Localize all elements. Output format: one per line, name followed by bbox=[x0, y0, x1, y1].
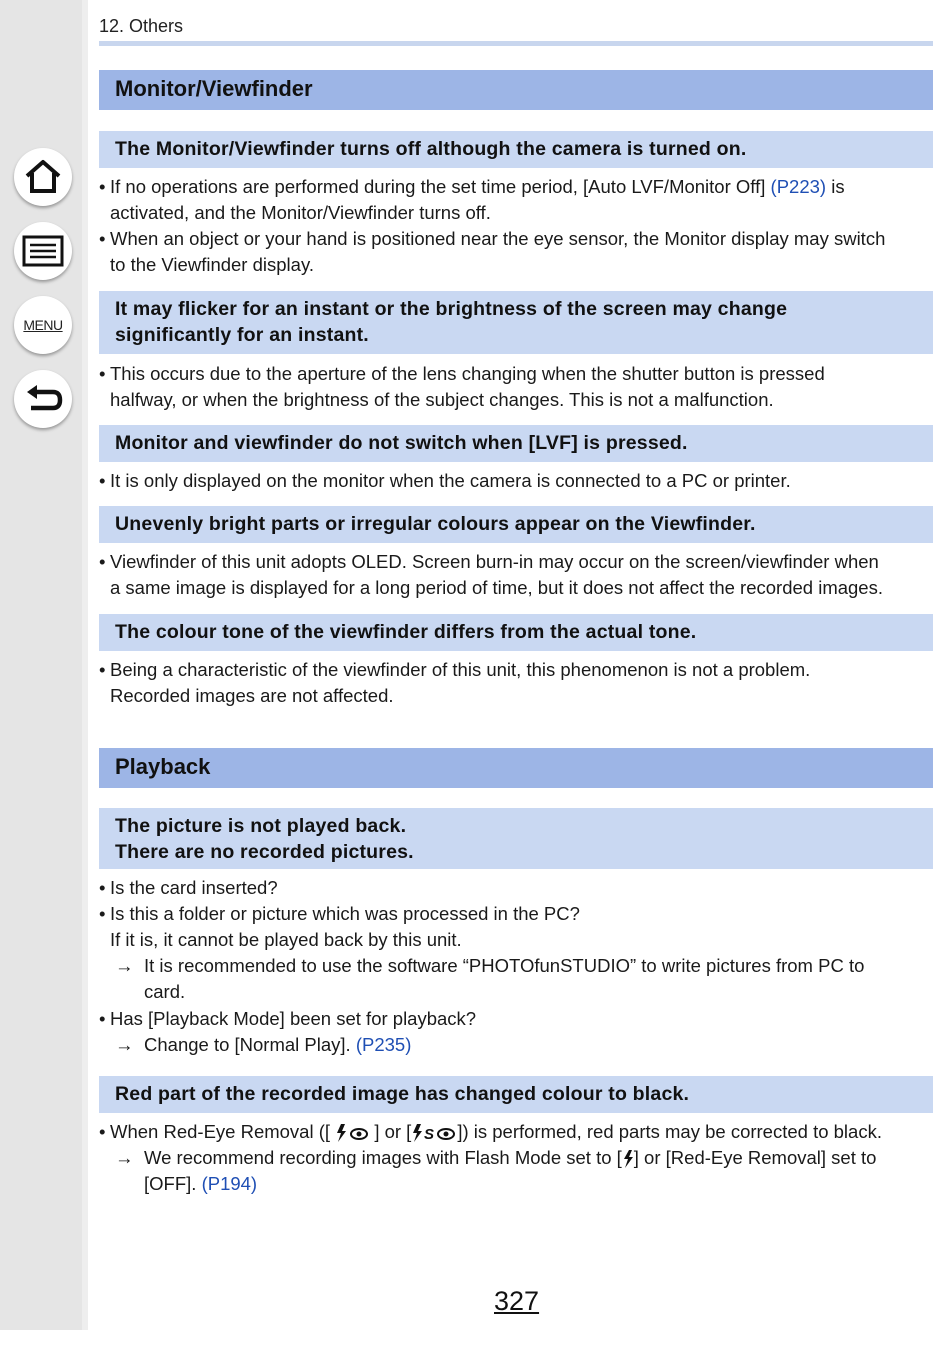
question-not-played-back: The picture is not played back. There are no recorded pictures. bbox=[99, 808, 933, 869]
home-button[interactable] bbox=[14, 148, 72, 206]
chapter-title: 12. Others bbox=[99, 16, 184, 36]
list-item: • It is only displayed on the monitor when the camera is connected to a PC or printer. bbox=[99, 470, 791, 491]
back-button[interactable] bbox=[14, 370, 72, 428]
svg-text:S: S bbox=[424, 1126, 435, 1144]
arrow-item: → It is recommended to use the software “PHOTOfunSTUDIO” to write pictures from PC to bbox=[115, 955, 865, 976]
list-item: • Is this a folder or picture which was processed in the PC? bbox=[99, 903, 580, 924]
list-item-continuation: a same image is displayed for a long period of time, but it does not affect the recorded images. bbox=[110, 577, 883, 598]
chapter-divider bbox=[99, 41, 933, 46]
list-item: • Viewfinder of this unit adopts OLED. Screen burn-in may occur on the screen/viewfinder when bbox=[99, 551, 879, 572]
question-uneven-brightness: Unevenly bright parts or irregular colours appear on the Viewfinder. bbox=[99, 506, 933, 543]
question-monitor-turns-off: The Monitor/Viewfinder turns off although the camera is turned on. bbox=[99, 131, 933, 168]
question-flicker: It may flicker for an instant or the brightness of the screen may change significantly for an instant. bbox=[99, 291, 933, 354]
arrow-item: → We recommend recording images with Flash Mode set to [ ] or [Red-Eye Removal] set to bbox=[115, 1147, 877, 1168]
section-title-monitor: Monitor/Viewfinder bbox=[99, 70, 933, 110]
flash-icon bbox=[622, 1149, 634, 1169]
menu-label: MENU bbox=[23, 317, 63, 333]
list-item: • This occurs due to the aperture of the lens changing when the shutter button is pressed bbox=[99, 363, 825, 384]
back-arrow-icon bbox=[23, 382, 63, 416]
question-red-part-black: Red part of the recorded image has changed colour to black. bbox=[99, 1076, 933, 1113]
menu-button[interactable] bbox=[14, 296, 72, 354]
list-item: • When an object or your hand is positioned near the eye sensor, the Monitor display may switch bbox=[99, 228, 886, 249]
list-item: • Being a characteristic of the viewfinder of this unit, this phenomenon is not a problem. bbox=[99, 659, 811, 680]
section-title-playback: Playback bbox=[99, 748, 933, 788]
arrow-item: → Change to [Normal Play]. (P235) bbox=[115, 1034, 412, 1055]
question-lvf-switch: Monitor and viewfinder do not switch when [LVF] is pressed. bbox=[99, 425, 933, 462]
page-link[interactable]: (P194) bbox=[201, 1173, 258, 1194]
flash-red-eye-icon bbox=[335, 1123, 369, 1143]
sidebar-edge bbox=[82, 0, 88, 1330]
contents-button[interactable] bbox=[14, 222, 72, 280]
list-icon bbox=[22, 235, 64, 267]
list-item-continuation: to the Viewfinder display. bbox=[110, 254, 314, 275]
list-item-continuation: Recorded images are not affected. bbox=[110, 685, 394, 706]
home-icon bbox=[23, 158, 63, 196]
arrow-item-continuation: [OFF]. (P194) bbox=[144, 1173, 258, 1194]
arrow-item-continuation: card. bbox=[144, 981, 186, 1002]
list-item: • If no operations are performed during the set time period, [Auto LVF/Monitor Off] (P223) is bbox=[99, 176, 845, 197]
list-item-continuation: halfway, or when the brightness of the subject changes. This is not a malfunction. bbox=[110, 389, 774, 410]
list-item: • When Red-Eye Removal ([ ] or [ S ]) is performed, red parts may be corrected to black. bbox=[99, 1121, 882, 1144]
slow-sync-red-eye-icon bbox=[411, 1123, 457, 1143]
list-item-continuation: activated, and the Monitor/Viewfinder turns off. bbox=[110, 202, 491, 223]
page-number: 327 bbox=[494, 1286, 540, 1316]
page-link[interactable]: (P235) bbox=[355, 1034, 412, 1055]
list-item-note: If it is, it cannot be played back by this unit. bbox=[110, 929, 462, 950]
question-colour-tone: The colour tone of the viewfinder differs from the actual tone. bbox=[99, 614, 933, 651]
list-item: • Is the card inserted? bbox=[99, 877, 278, 898]
list-item: • Has [Playback Mode] been set for playback? bbox=[99, 1008, 477, 1029]
page-link[interactable]: (P223) bbox=[770, 176, 827, 197]
